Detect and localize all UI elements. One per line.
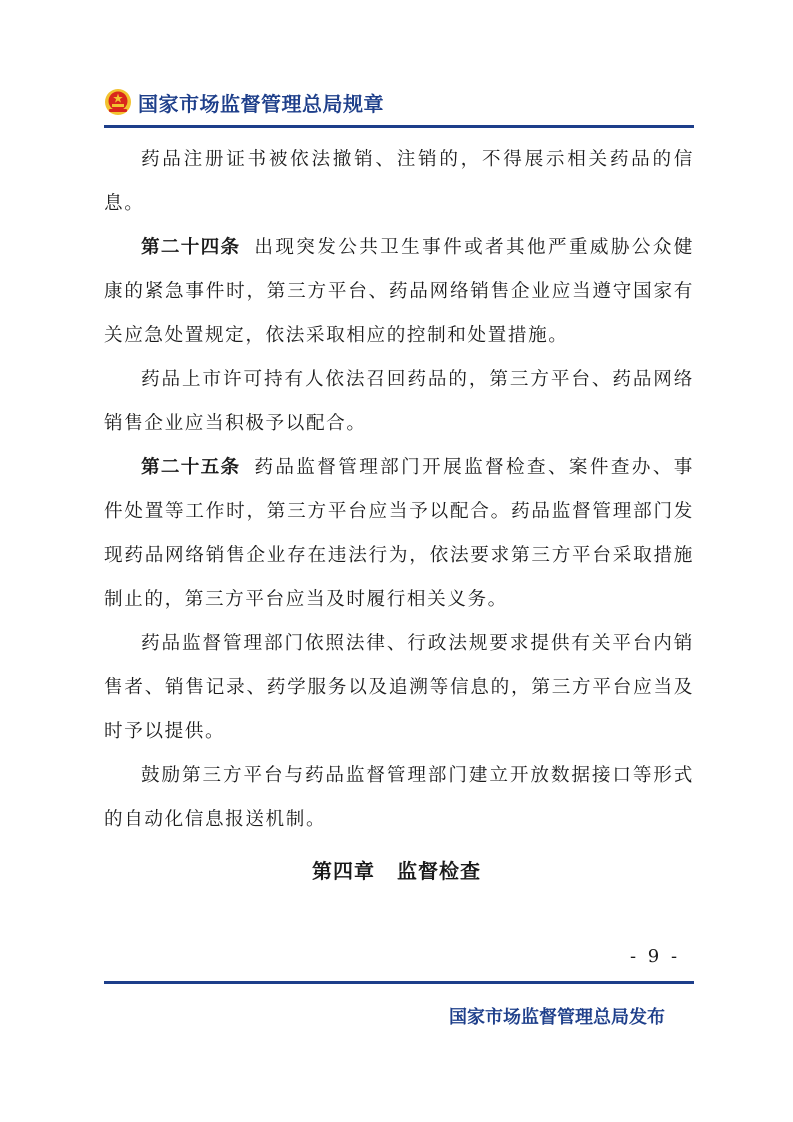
national-emblem-icon [104,88,132,116]
paragraph [104,358,694,446]
paragraph [104,622,694,754]
paragraph-text: 鼓励第三方平台与药品监督管理部门建立开放数据接口等形式的自动化信息报送机制。 [104,765,694,830]
paragraph [104,138,694,226]
paragraph [104,226,694,358]
paragraph-text: 出现突发公共卫生事件或者其他严重威胁公众健康的紧急事件时，第三方平台、药品网络销售企业应当遵守国家有关应急处置规定，依法采取相应的控制和处置措施。 [104,237,694,346]
header-title: 国家市场监督管理总局规章 [138,91,384,116]
document-header [104,86,384,118]
paragraph-text: 药品上市许可持有人依法召回药品的，第三方平台、药品网络销售企业应当积极予以配合。 [104,369,694,434]
chapter-heading [0,855,793,884]
footer-publisher: 国家市场监督管理总局发布 [449,1007,665,1028]
page-number: - 9 - [630,946,681,967]
article-number: 第二十四条 [141,237,241,258]
paragraph-text: 药品注册证书被依法撤销、注销的，不得展示相关药品的信息。 [104,149,694,214]
footer-divider [104,981,694,984]
paragraph [104,754,694,842]
paragraph-text: 药品监督管理部门依照法律、行政法规要求提供有关平台内销售者、销售记录、药学服务以及追溯等信息的，第三方平台应当及时予以提供。 [104,633,694,742]
chapter-title: 监督检查 [397,859,481,883]
document-body [104,138,694,842]
chapter-number: 第四章 [312,859,375,883]
article-number: 第二十五条 [141,457,241,478]
header-divider [104,125,694,128]
paragraph [104,446,694,622]
paragraph-text: 药品监督管理部门开展监督检查、案件查办、事件处置等工作时，第三方平台应当予以配合。药品监督管理部门发现药品网络销售企业存在违法行为，依法要求第三方平台采取措施制止的，第三方平台应当及时履行相关义务。 [104,457,694,610]
